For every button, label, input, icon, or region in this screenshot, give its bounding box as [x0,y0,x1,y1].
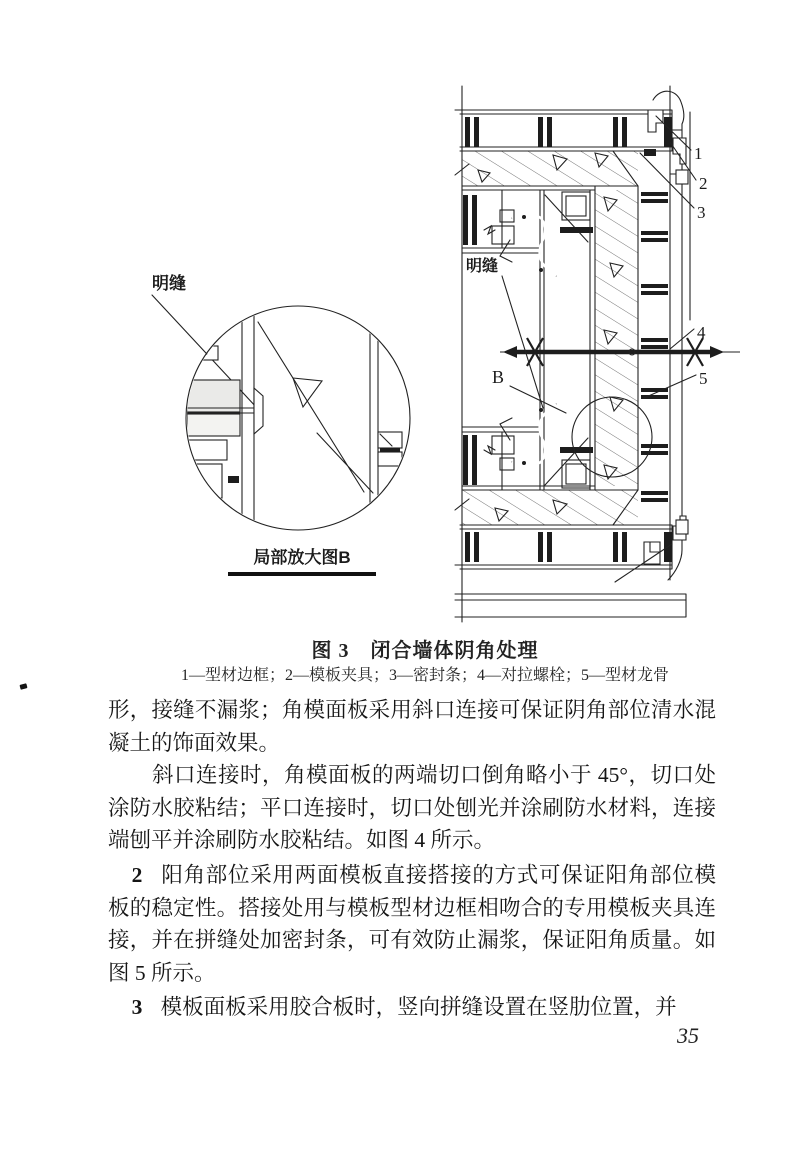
main-formwork-drawing [440,80,800,628]
open-seam-label-detail: 明缝 [152,274,186,293]
open-seam-label-main: 明缝 [466,258,499,275]
paragraph-text: 阳角部位采用两面模板直接搭接的方式可保证阳角部位模板的稳定性。搭接处用与模板型材边框相吻合的专用模板夹具连接，并在拼缝处加密封条，可有效防止漏浆，保证阳角质量。如图 5 所示。 [108,862,716,985]
paragraph-item-2 [108,859,716,989]
detail-caption: 局部放大图B [253,548,351,567]
paragraph-text: 模板面板采用胶合板时，竖向拼缝设置在竖肋位置，并 [160,995,677,1020]
paragraph-item-3 [108,991,716,1024]
figure-legend: 1—型材边框；2—模板夹具；3—密封条；4—对拉螺栓；5—型材龙骨 [180,667,669,684]
panel-clamp-lower [484,404,556,470]
body-text-block [108,694,716,1024]
callout-1: 1 [694,144,703,163]
item-number: 3 [131,995,143,1020]
detail-b-drawing [140,262,420,594]
paragraph-continuation [108,694,716,759]
callout-2: 2 [699,174,708,193]
paragraph-bevel-joint [108,759,716,857]
callout-4: 4 [697,323,706,342]
ink-speck [19,683,27,690]
item-number: 2 [131,862,143,887]
paragraph-text: 斜口连接时，角模面板的两端切口倒角略小于 45°，切口处涂防水胶粘结；平口连接时，切口处刨光并涂刷防水材料，连接端刨平并涂刷防水胶粘结。如图 4 所示。 [108,763,716,853]
page-number: 35 [677,1023,699,1048]
detail-circle-content [187,298,402,538]
figure-caption: 图 3 闭合墙体阴角处理 [311,640,539,662]
callout-5: 5 [699,369,708,388]
callout-3: 3 [697,203,706,222]
paragraph-text: 形，接缝不漏浆；角模面板采用斜口连接可保证阴角部位清水混凝土的饰面效果。 [108,698,716,755]
detail-ref-label-b: B [492,367,505,387]
